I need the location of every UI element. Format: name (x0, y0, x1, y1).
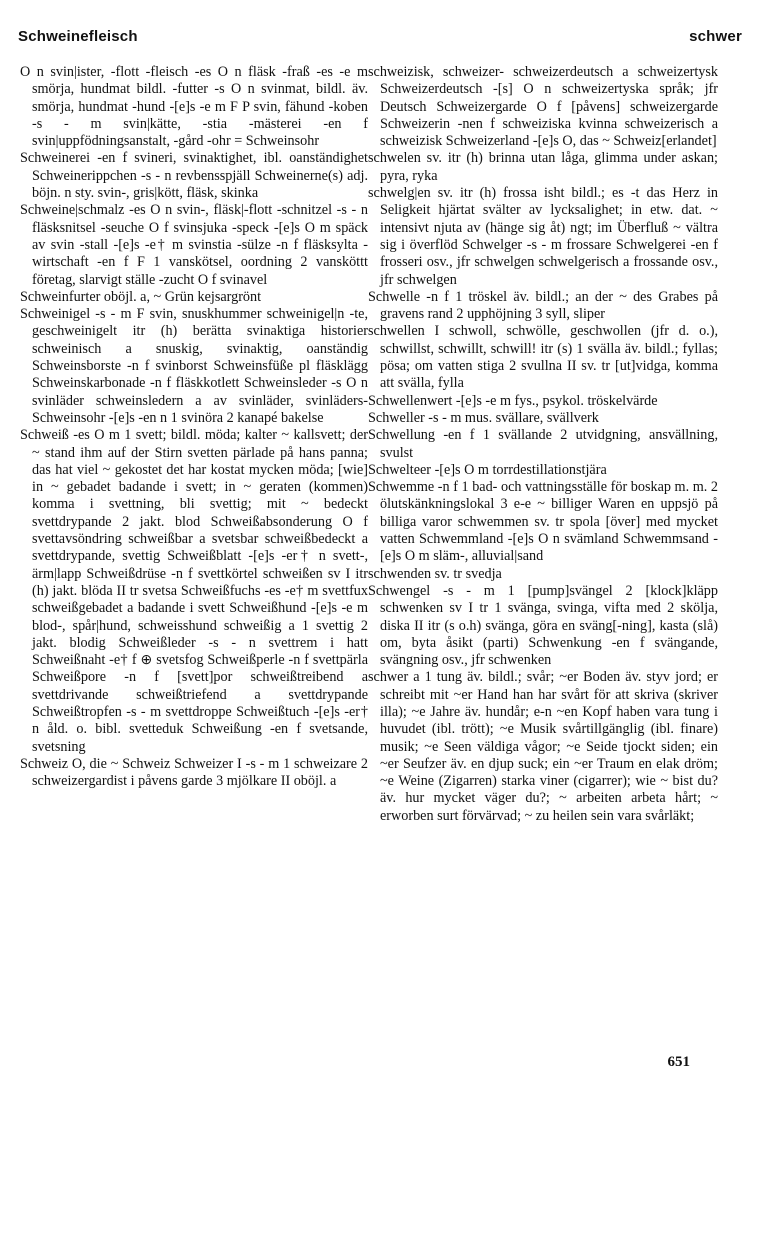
dictionary-entry: schwelg|en sv. itr (h) frossa isht bildl.; es -t das Herz in Seligkeit hjärtat svälter av lycksalighet; in etw. dat. ~ intensivt njuta av (hänge sig åt) ngt; im Überfluß ~ vältra sig i överflöd Schwelger -s - m frossare Schwelgerei -en f frosseri osv., jfr schwelgen schwelgerisch a frossande osv., jfr schwelgen (368, 185, 718, 288)
dictionary-entry: O n svin|ister, -flott -fleisch -es O n fläsk -fraß -es -e m smörja, hundmat bildl. -futter -s O n svinmat, bildl. äv. smörja, hundmat -hund -[e]s -e m F P svin, fähund -koben -s - m svin|kätte, -stia -mästerei -en f svin|uppfödningsanstalt, -gård -ohr = Schweinsohr (20, 64, 368, 150)
dictionary-entry: Schweller -s - m mus. svällare, svällverk (368, 409, 599, 426)
guide-word-left: Schweinefleisch (18, 28, 138, 45)
dictionary-entry: Schweinfurter oböjl. a, ~ Grün kejsargrönt (20, 288, 262, 305)
dictionary-entry: Schweiß -es O m 1 svett; bildl. möda; kalter ~ kallsvett; der ~ stand ihm auf der Stirn svetten pärlade på hans panna; das hat viel ~ gekostet det har kostat mycken möda; [wie] in ~ gebadet badande i svett; in ~ geraten (kommen) komma i svettning, bli svettig; mit ~ bedeckt svettdrypande 2 jakt. blod Schweißabsonderung O f svettavsöndring schweißbar a svetsbar schweißbedeckt a svettdrypande, svettig Schweißblatt -[e]s -er† n svett-, ärm|lapp Schweißdrüse -n f svettkörtel schweißen sv I itr (h) jakt. blöda II tr svetsa Schweißfuchs -es -e† m svettfux schweißgebadet a badande i svett Schweißhund -[e]s -e m blod-, spår|hund, schweisshund schweißig a 1 svettig 2 jakt. blodig Schweißleder -s - n svettrem i hatt Schweißnaht -e† f ⊕ svetsfog Schweißperle -n f svettpärla Schweißpore -n f [svett]por schweißtreibend a svettdrivande schweißtriefend a svettdrypande Schweißtropfen -s - m svettdroppe Schweißtuch -[e]s -er† n åld. o. bibl. svetteduk Schweißung -en f svetsande, svetsning (20, 427, 368, 755)
dictionary-entry: schwelen sv. itr (h) brinna utan låga, glimma under askan; pyra, ryka (368, 150, 718, 184)
dictionary-entry: Schwengel -s - m 1 [pump]svängel 2 [klock]kläpp schwenken sv I tr 1 svänga, svinga, vifta med 2 skölja, diska II itr (s o.h) svänga, göra en sväng[-ning], kasta (slå) om, byta åsikt (parti) Schwenkung -en f svängande, svängning osv., jfr schwenken (368, 582, 718, 669)
dictionary-entry: schwenden sv. tr svedja (368, 565, 502, 582)
dictionary-entry: Schweine|schmalz -es O n svin-, fläsk|-flott -schnitzel -s - n fläsksnitsel -seuche O f svinsjuka -speck -[e]s O m späck av svin -stall -[e]s -e† m svinstia -sülze -n f fläsksylta -wirtschaft -en f F 1 vanskötsel, oordning 2 vansköttt företag, slarvigt ställe -zucht O f svinavel (20, 202, 368, 288)
dictionary-entry: schweizisk, schweizer- schweizerdeutsch a schweizertysk Schweizerdeutsch -[s] O n schweizertyska språk; jfr Deutsch Schweizergarde O f [påvens] schweizergarde Schweizerin -nen f schweiziska kvinna schweizerisch a schweizisk Schweizerland -[e]s O, das ~ Schweiz[erlandet] (368, 64, 718, 150)
left-column (20, 64, 368, 790)
dictionary-entry: Schwellung -en f 1 svällande 2 utvidgning, ansvällning, svulst (368, 427, 718, 461)
dictionary-entry: schwer a 1 tung äv. bildl.; svår; ~er Boden äv. styv jord; er schreibt mit ~er Hand han har svårt för att skriva (skriver illa); ~e Jahre äv. hundår; e-n ~en Kopf haben vara tung i huvudet (ibl. trött); ~e Musik svårtillgänglig (ibl. finare) musik; ~e Seen väldiga vågor; ~e Seide tjockt siden; ein ~er Seufzer äv. en djup suck; ein ~er Traum en elak dröm; ~e Weine (Zigarren) starka viner (cigarrer); wie ~ bist du? äv. hur mycket väger du?; ~ arbeiten arbeta hårt; ~ erworben surt förvärvad; ~ zu heilen sein vara svårläkt; (368, 669, 718, 824)
page-number: 651 (667, 1054, 690, 1070)
dictionary-entry: Schwelle -n f 1 tröskel äv. bildl.; an der ~ des Grabes på gravens rand 2 upphöjning 3 syll, sliper (368, 288, 718, 323)
dictionary-entry: schwellen I schwoll, schwölle, geschwollen (jfr d. o.), schwillst, schwillt, schwill! itr (s) 1 svälla äv. bildl.; fyllas; pösa; om vatten stiga 2 svullna II sv. tr [ut]vidga, komma att svälla, fylla (368, 323, 718, 392)
right-column (368, 64, 718, 825)
dictionary-entry: Schwemme -n f 1 bad- och vattningsställe för boskap m. m. 2 ölutskänkningslokal 3 e-e ~ billiger Waren en uppsjö på billiga varor schwemmen sv. tr spola [över] med mycket vatten Schwemmland -[e]s O n svämland Schwemmsand -[e]s O m släm-, alluvial|sand (368, 479, 718, 565)
guide-word-right: schwer (689, 28, 742, 45)
dictionary-entry: Schweinigel -s - m F svin, snuskhummer schweinigel|n -te, geschweinigelt itr (h) berätta svinaktiga historier schweinisch a snuskig, svinaktig, oanständig Schweinsborste -n f svinborst Schweinsfüße pl fläsklägg Schweinskarbonade -n f fläskkotlett Schweinsleder -s O n svinläder schweinsledern a av svinläder, svinläders- Schweinsohr -[e]s -en n 1 svinöra 2 kanapé bakelse (20, 306, 368, 426)
dictionary-entry: Schwelteer -[e]s O m torrdestillationstjära (368, 461, 607, 478)
dictionary-entry: Schwellenwert -[e]s -e m fys., psykol. tröskelvärde (368, 392, 658, 409)
dictionary-entry: Schweiz O, die ~ Schweiz Schweizer I -s - m 1 schweizare 2 schweizergardist i påvens garde 3 mjölkare II oböjl. a (20, 755, 368, 790)
dictionary-entry: Schweinerei -en f svineri, svinaktighet, ibl. oanständighet Schweinerippchen -s - n revbensspjäll Schweinerne(s) adj. böjn. n sty. svin-, gris|kött, fläsk, skinka (20, 150, 368, 202)
